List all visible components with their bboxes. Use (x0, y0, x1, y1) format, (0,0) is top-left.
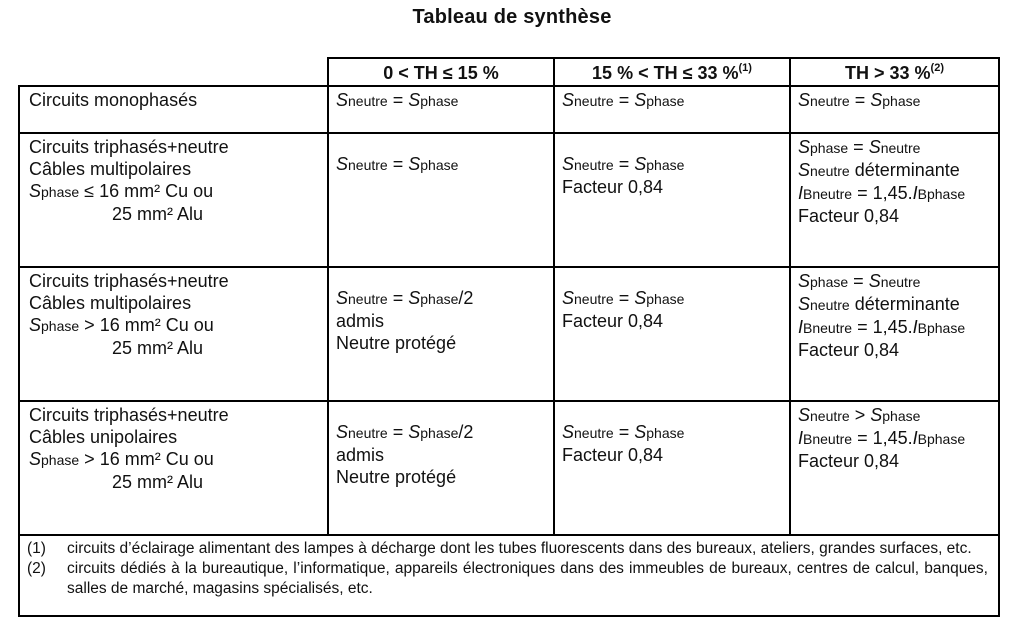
header-blank-cell (19, 58, 328, 86)
row-label-line: 25 mm² Alu (112, 472, 204, 492)
admis-text: admis (336, 311, 385, 331)
row-label-cell (19, 401, 328, 535)
row-label-line: Sphase > 16 mm² Cu ou (29, 315, 214, 335)
row-label-line: Sphase ≤ 16 mm² Cu ou (29, 181, 214, 201)
footnote-text: circuits d’éclairage alimentant des lampes à décharge dont les tubes fluorescents dans des bureaux, ateliers, grandes surfaces, etc. (67, 540, 972, 557)
page-title: Tableau de synthèse (412, 6, 612, 28)
factor-text: Facteur 0,84 (798, 451, 900, 471)
factor-text: Facteur 0,84 (562, 445, 664, 465)
row-label-line: Circuits triphasés+neutre (29, 137, 229, 157)
row-label-line: Câbles unipolaires (29, 427, 178, 447)
row-label-cell (19, 86, 328, 133)
table-cell (328, 267, 554, 401)
row-label-line: Circuits triphasés+neutre (29, 271, 229, 291)
formula: Sphase = Sneutre (798, 271, 921, 291)
footnote-ref-1: (1) (738, 62, 752, 74)
table-cell (328, 401, 554, 535)
formula: Sneutre déterminante (798, 160, 960, 180)
header-th-high-label: TH > 33 % (845, 63, 931, 83)
header-row (19, 58, 999, 86)
header-th-mid (554, 58, 790, 86)
header-th-low-label: 0 < TH ≤ 15 % (383, 63, 499, 83)
factor-text: Facteur 0,84 (562, 177, 664, 197)
row-label-line: Câbles multipolaires (29, 159, 192, 179)
table-cell (328, 86, 554, 133)
table-row (19, 401, 999, 535)
formula: Sneutre = Sphase (562, 90, 685, 110)
row-label-line: 25 mm² Alu (112, 338, 204, 358)
row-label-line: Circuits monophasés (29, 90, 198, 110)
table-cell (554, 267, 790, 401)
footnote (27, 539, 988, 559)
table-cell (790, 133, 999, 267)
formula: Sneutre = Sphase (336, 154, 459, 174)
neutre-protege-text: Neutre protégé (336, 333, 457, 353)
row-label-line: Circuits triphasés+neutre (29, 405, 229, 425)
header-th-high (790, 58, 999, 86)
formula: Sneutre = Sphase (562, 422, 685, 442)
factor-text: Facteur 0,84 (562, 311, 664, 331)
table-cell (554, 133, 790, 267)
footnote (27, 559, 988, 599)
footnote-number: (1) (27, 540, 46, 557)
formula: Sneutre = Sphase (562, 154, 685, 174)
formula: Sneutre = Sphase (562, 288, 685, 308)
table-row (19, 86, 999, 133)
table-cell (790, 401, 999, 535)
table-row (19, 267, 999, 401)
footnote-text: circuits dédiés à la bureautique, l’informatique, appareils électroniques dans des immeubles de bureaux, centres de calcul, banques, salles de marché, magasins spécialisés, etc. (67, 560, 988, 597)
formula: Sneutre = Sphase/2 (336, 422, 474, 442)
row-label-line: Câbles multipolaires (29, 293, 192, 313)
admis-text: admis (336, 445, 385, 465)
row-label-cell (19, 133, 328, 267)
neutre-protege-text: Neutre protégé (336, 467, 457, 487)
header-th-mid-label: 15 % < TH ≤ 33 % (592, 63, 739, 83)
table-cell (790, 267, 999, 401)
table-cell (554, 401, 790, 535)
row-label-line: 25 mm² Alu (112, 204, 204, 224)
row-label-cell (19, 267, 328, 401)
header-th-low (328, 58, 554, 86)
formula: Sneutre = Sphase (798, 90, 921, 110)
footnotes-cell (19, 535, 999, 616)
formula: Sphase = Sneutre (798, 137, 921, 157)
formula: Sneutre déterminante (798, 294, 960, 314)
table-cell (790, 86, 999, 133)
formula: IBneutre = 1,45.IBphase (798, 317, 966, 337)
formula: IBneutre = 1,45.IBphase (798, 183, 966, 203)
factor-text: Facteur 0,84 (798, 206, 900, 226)
formula: Sneutre > Sphase (798, 405, 921, 425)
table-row (19, 133, 999, 267)
table-cell (554, 86, 790, 133)
notes-row (19, 535, 999, 616)
synthesis-table (18, 57, 1000, 617)
factor-text: Facteur 0,84 (798, 340, 900, 360)
footnote-ref-2: (2) (930, 62, 944, 74)
table-cell (328, 133, 554, 267)
formula: Sneutre = Sphase (336, 90, 459, 110)
footnote-number: (2) (27, 560, 46, 577)
formula: Sneutre = Sphase/2 (336, 288, 474, 308)
row-label-line: Sphase > 16 mm² Cu ou (29, 449, 214, 469)
formula: IBneutre = 1,45.IBphase (798, 428, 966, 448)
